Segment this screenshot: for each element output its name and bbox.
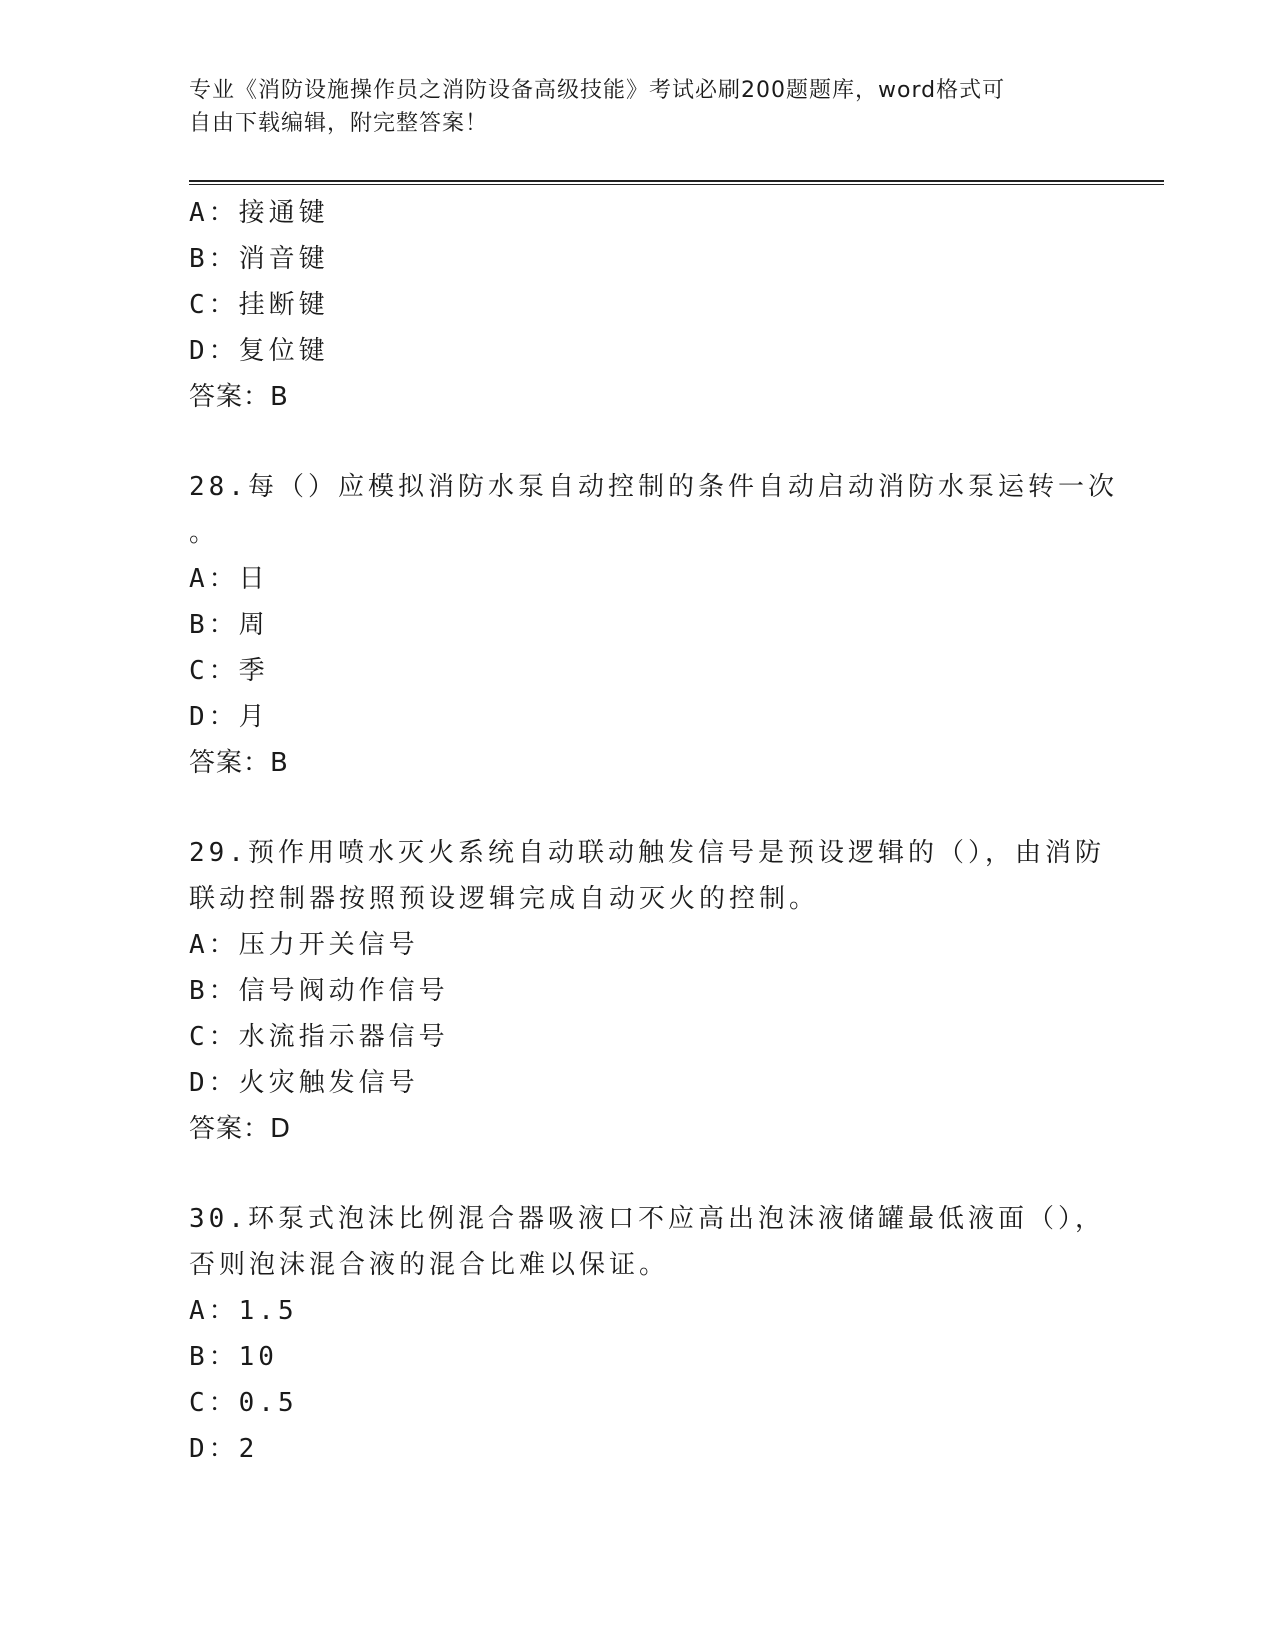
document-header (189, 74, 1069, 140)
header-divider (189, 180, 1164, 185)
question-29-block (189, 830, 1105, 1152)
option-b: B：10 (189, 1342, 278, 1372)
option-a: A：接通键 (189, 198, 329, 228)
answer: 答案：B (189, 382, 289, 412)
option-d: D：火灾触发信号 (189, 1068, 419, 1098)
option-a: A：日 (189, 564, 269, 594)
option-d: D：2 (189, 1434, 259, 1464)
question-27-block (189, 190, 1089, 420)
question-stem-cont: 联动控制器按照预设逻辑完成自动灭火的控制。 (189, 884, 820, 914)
option-b: B：周 (189, 610, 269, 640)
question-stem-cont: 。 (189, 518, 220, 548)
question-list (189, 190, 1118, 1472)
question-stem: 28.每（）应模拟消防水泵自动控制的条件自动启动消防水泵运转一次 (189, 472, 1118, 502)
option-b: B：消音键 (189, 244, 329, 274)
option-c: C：水流指示器信号 (189, 1022, 449, 1052)
header-line-2: 自由下载编辑，附完整答案！ (189, 111, 489, 136)
option-b: B：信号阀动作信号 (189, 976, 449, 1006)
question-30-block (189, 1196, 1105, 1472)
option-d: D：复位键 (189, 336, 329, 366)
option-c: C：挂断键 (189, 290, 329, 320)
answer: 答案：B (189, 748, 289, 778)
answer: 答案：D (189, 1114, 292, 1144)
option-a: A：压力开关信号 (189, 930, 419, 960)
question-28-block (189, 464, 1118, 786)
question-stem-cont: 否则泡沫混合液的混合比难以保证。 (189, 1250, 670, 1280)
option-c: C：0.5 (189, 1388, 298, 1418)
header-line-1: 专业《消防设施操作员之消防设备高级技能》考试必刷200题题库，word格式可 (189, 78, 1006, 103)
question-stem: 29.预作用喷水灭火系统自动联动触发信号是预设逻辑的（），由消防 (189, 838, 1105, 868)
option-c: C：季 (189, 656, 269, 686)
option-d: D：月 (189, 702, 269, 732)
question-stem: 30.环泵式泡沫比例混合器吸液口不应高出泡沫液储罐最低液面（）， (189, 1204, 1105, 1234)
option-a: A：1.5 (189, 1296, 298, 1326)
